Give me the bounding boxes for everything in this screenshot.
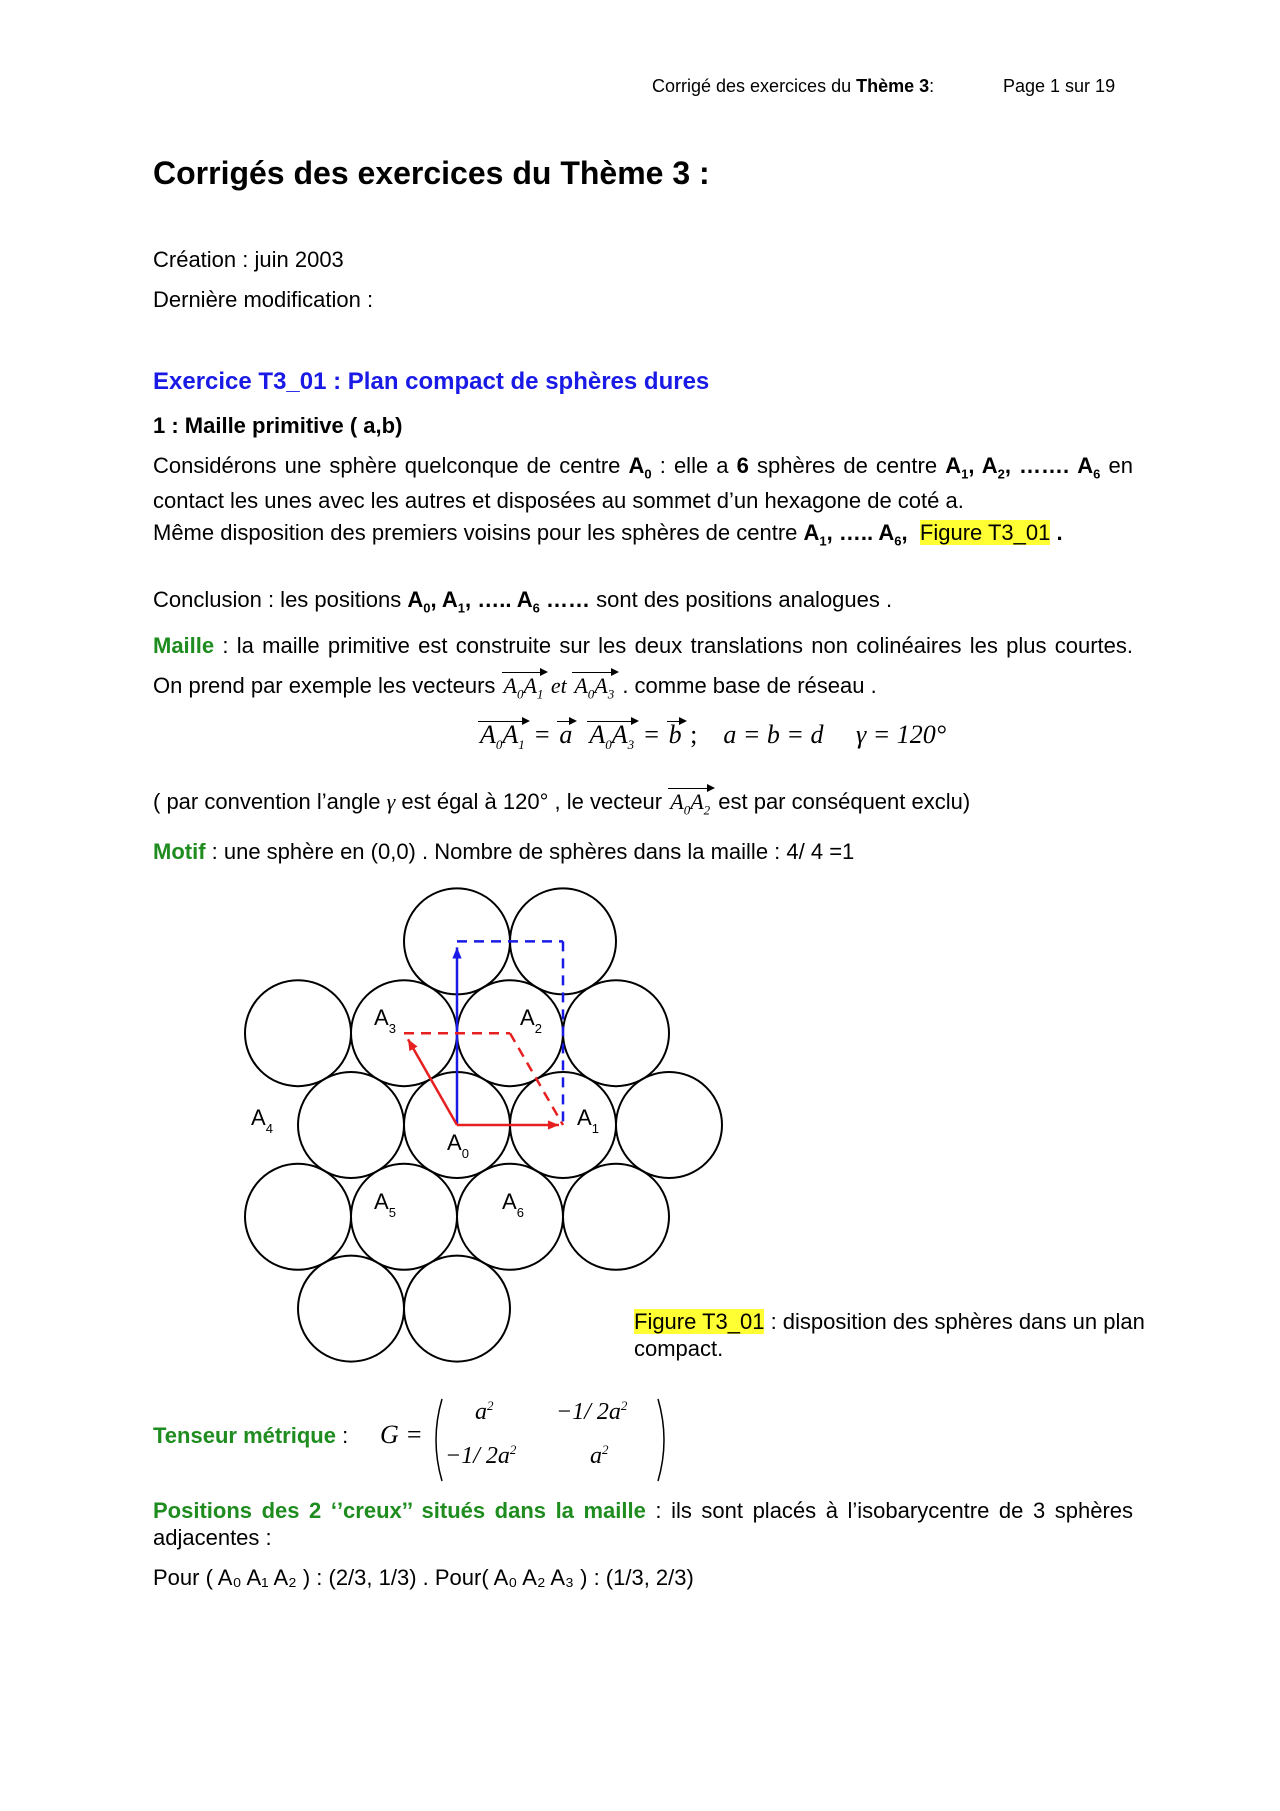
paragraph-neighbours: Considérons une sphère quelconque de centre $A_0$ : elle a 6 sphères de centre $A_1$, $A_2$, ……. $A_6$ en contact les unes avec les autres et disposées au sommet d’un hexagone de coté a. — [153, 453, 1133, 514]
matrix-m12: −1/ $2a^2$ — [556, 1398, 628, 1425]
page-number: Page 1 sur 19 — [1003, 76, 1116, 96]
label-a3: $A_3$ — [374, 1005, 396, 1037]
header-colon: : — [929, 76, 935, 96]
paragraph-maille: Maille : la maille primitive est construite sur les deux translations non colinéaires les plus courtes. On prend par exemple les vecteurs $A_0A_1$ et $A_0A_3$ . comme base de réseau . — [153, 626, 1133, 707]
maille-label: Maille — [153, 633, 215, 658]
last-modification: Dernière modification : — [153, 287, 374, 312]
sphere-circle — [457, 1164, 563, 1270]
vector-a0a1: $A_0A_1$ — [502, 672, 546, 707]
running-header — [652, 76, 934, 97]
sphere-circle — [563, 1164, 669, 1270]
caption-figure-ref: Figure T3_01 — [634, 1309, 765, 1334]
figure-reference[interactable]: Figure T3_01 — [919, 520, 1051, 545]
label-a1: $A_1$ — [577, 1105, 599, 1136]
sphere-circle — [404, 1256, 510, 1362]
paragraph-creux: Positions des 2 ‘’creux’’ situés dans la maille : ils sont placés à l’isobarycentre de 3 sphères adjacentes : — [153, 1498, 1134, 1550]
red-dashed-side — [510, 1033, 563, 1125]
header-theme: Thème 3 — [856, 76, 930, 96]
creation-date: Création : juin 2003 — [153, 247, 344, 272]
paragraph-positions: Pour ( A₀ A₁ A₂ ) : (2/3, 1/3) . Pour( A₀ A₂ A₃ ) : (1/3, 2/3) — [153, 1565, 694, 1590]
matrix-m22: $a^2$ — [590, 1442, 609, 1469]
red-vector-a-head — [548, 1120, 559, 1129]
sphere-circle — [351, 1164, 457, 1270]
exercise-title: Exercice T3_01 : Plan compact de sphères dures — [153, 368, 710, 395]
label-a4: $A_4$ — [251, 1105, 273, 1136]
label-a0: $A_0$ — [447, 1130, 469, 1161]
sphere-circle — [245, 980, 351, 1086]
sphere-circle — [563, 980, 669, 1086]
paragraph-convention: ( par convention l’angle γ est égal à 120° , le vecteur $A_0A_2$ est par conséquent exclu) — [153, 788, 1133, 823]
compact-plane-figure — [230, 880, 730, 1380]
section-heading: 1 : Maille primitive ( a,b) — [153, 413, 403, 438]
label-a6: $A_6$ — [502, 1188, 524, 1220]
vector-a0a3: $A_0A_3$ — [572, 672, 616, 707]
paragraph-motif: Motif : une sphère en (0,0) . Nombre de sphères dans la maille : 4/ 4 =1 — [153, 839, 855, 864]
sphere-circle — [616, 1072, 722, 1178]
figure-caption: Figure T3_01 : disposition des sphères dans un plan compact. — [634, 1309, 1145, 1361]
label-a5: $A_5$ — [374, 1188, 396, 1220]
sphere-circle — [298, 1256, 404, 1362]
sphere-circle — [245, 1164, 351, 1270]
sphere-labels — [251, 1005, 599, 1220]
sphere-circle — [298, 1072, 404, 1178]
header-text: Corrigé des exercices du — [652, 76, 857, 96]
tensor-G: G = — [380, 1420, 423, 1449]
blue-vector-head — [452, 947, 461, 958]
matrix-m11: $a^2$ — [475, 1398, 494, 1425]
matrix-m21: −1/ $2a^2$ — [445, 1442, 517, 1469]
metric-tensor-matrix — [430, 1395, 670, 1485]
paragraph-conclusion: Conclusion : les positions $A_0$, $A_1$, ….. $A_6$ …… sont des positions analogues . — [153, 587, 893, 616]
page-title: Corrigés des exercices du Thème 3 : — [153, 155, 710, 191]
lattice-equation: $A_0A_1 = a$ $A_0A_3 = b$ ; a = b = d γ = 120° — [478, 720, 946, 758]
tensor-label-line: Tenseur métrique : — [153, 1423, 349, 1448]
motif-label: Motif — [153, 839, 206, 864]
red-vector-b — [408, 1039, 457, 1125]
paragraph-same-disposition: Même disposition des premiers voisins pour les sphères de centre $A_1$, ….. $A_6$, Figure T3_01 . — [153, 520, 1063, 549]
label-a2: $A_2$ — [520, 1005, 542, 1037]
